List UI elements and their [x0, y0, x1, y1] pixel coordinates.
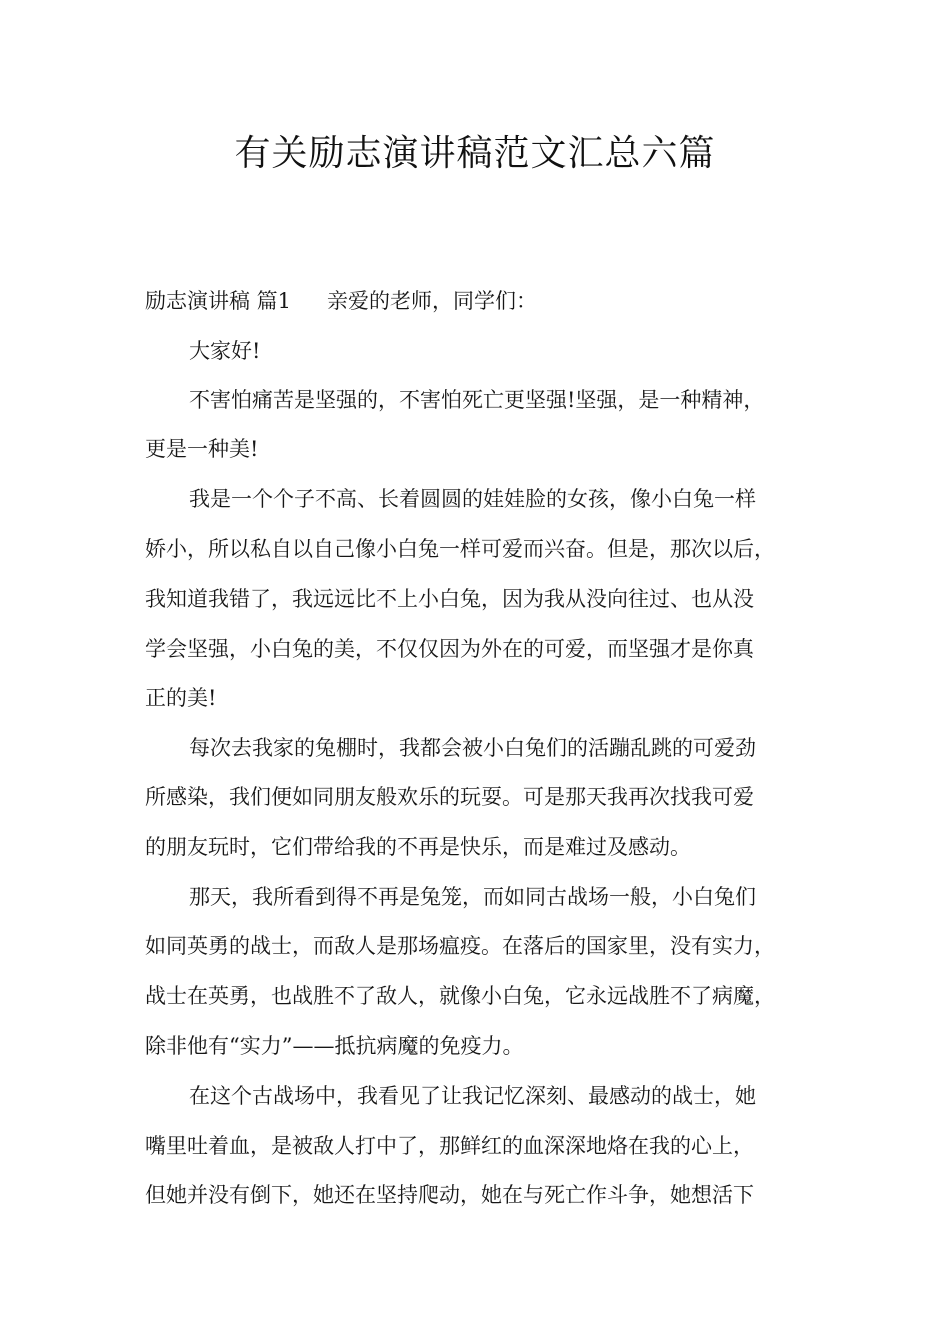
text-line: 每次去我家的兔棚时，我都会被小白兔们的活蹦乱跳的可爱劲	[189, 736, 756, 760]
text-line: 更是一种美!	[145, 437, 259, 461]
text-line: 除非他有“实力”——抵抗病魔的免疫力。	[145, 1034, 524, 1058]
text-line: 娇小，所以私自以自己像小白兔一样可爱而兴奋。但是，那次以后，	[145, 537, 775, 561]
text-line: 那天，我所看到得不再是兔笼，而如同古战场一般，小白兔们	[189, 885, 756, 909]
text-line: 所感染，我们便如同朋友般欢乐的玩耍。可是那天我再次找我可爱	[145, 785, 754, 809]
text-line: 正的美!	[145, 686, 217, 710]
text-line: 我知道我错了，我远远比不上小白兔，因为我从没向往过、也从没	[145, 587, 754, 611]
salutation: 亲爱的老师，同学们：	[327, 289, 538, 313]
text-line: 的朋友玩时，它们带给我的不再是快乐，而是难过及感动。	[145, 835, 691, 859]
section-heading-label: 励志演讲稿 篇1	[145, 289, 292, 313]
text-line: 战士在英勇，也战胜不了敌人，就像小白兔，它永远战胜不了病魔，	[145, 984, 775, 1008]
text-line: 大家好!	[189, 339, 261, 363]
text-line: 学会坚强，小白兔的美，不仅仅因为外在的可爱，而坚强才是你真	[145, 637, 754, 661]
text-line: 如同英勇的战士，而敌人是那场瘟疫。在落后的国家里，没有实力，	[145, 934, 775, 958]
text-line: 但她并没有倒下，她还在坚持爬动，她在与死亡作斗争，她想活下	[145, 1183, 754, 1207]
text-line: 嘴里吐着血，是被敌人打中了，那鲜红的血深深地烙在我的心上，	[145, 1134, 754, 1158]
text-line: 我是一个个子不高、长着圆圆的娃娃脸的女孩，像小白兔一样	[189, 487, 756, 511]
document-title: 有关励志演讲稿范文汇总六篇	[234, 133, 716, 174]
text-line: 不害怕痛苦是坚强的，不害怕死亡更坚强!坚强，是一种精神，	[189, 388, 765, 412]
heading-line	[145, 286, 537, 316]
text-line: 在这个古战场中，我看见了让我记忆深刻、最感动的战士，她	[189, 1084, 756, 1108]
